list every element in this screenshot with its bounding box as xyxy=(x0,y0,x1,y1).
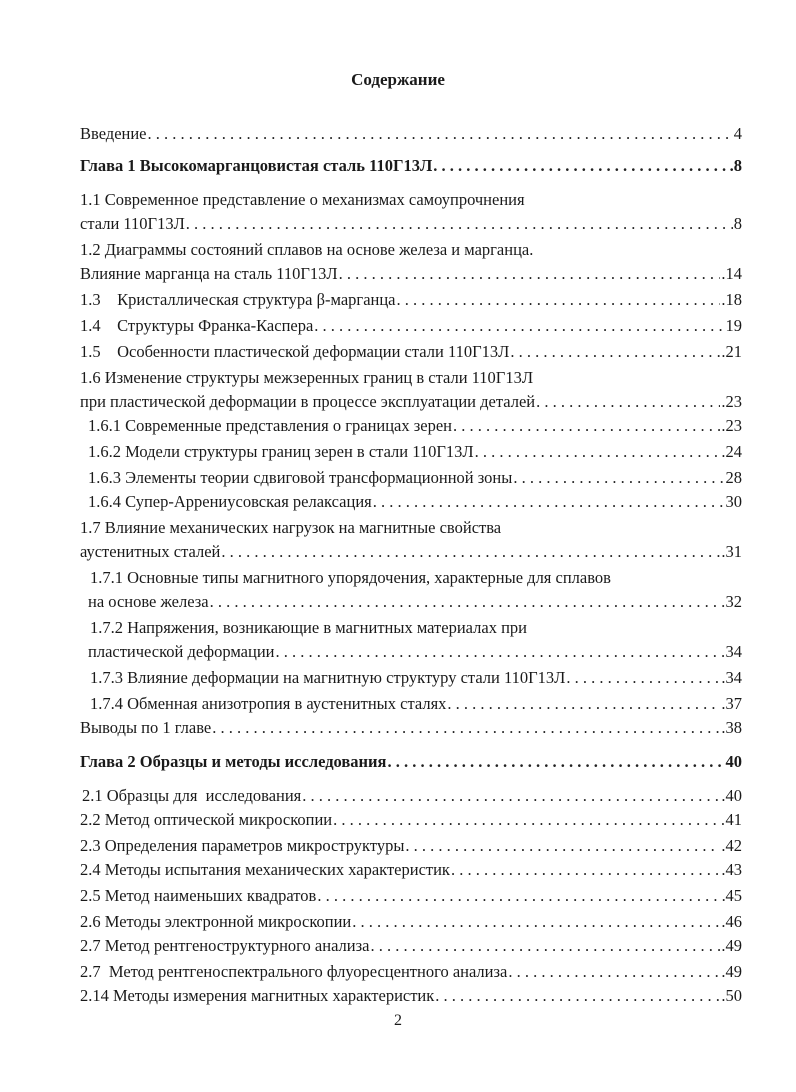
toc-entry-1-1-line1[interactable]: 1.1 Современное представление о механизмах самоупрочнения xyxy=(80,190,525,209)
toc-entry-2-6[interactable] xyxy=(80,910,742,934)
toc-entry-text: 2.7 Метод рентгеноструктурного анализа xyxy=(80,936,370,955)
toc-entry-text: пластической деформации xyxy=(88,642,275,661)
toc-entry-1-6-line1[interactable]: 1.6 Изменение структуры межзеренных границ в стали 110Г13Л xyxy=(80,368,534,387)
toc-entry-1-6[interactable] xyxy=(80,390,742,414)
dot-leader xyxy=(510,340,720,364)
toc-entry-text: Влияние марганца на сталь 110Г13Л xyxy=(80,264,338,283)
dot-leader xyxy=(276,640,725,664)
dot-leader xyxy=(210,590,725,614)
toc-entry-page: 30 xyxy=(725,492,742,511)
toc-entry-page: .31 xyxy=(721,542,742,561)
toc-entry-page: .43 xyxy=(721,860,742,879)
toc-entry-2-7b[interactable] xyxy=(80,960,742,984)
toc-entry-text: 1.3 Кристаллическая структура β-марганца xyxy=(80,290,396,309)
toc-entry-page: .24 xyxy=(721,442,742,461)
toc-entry-2-14[interactable] xyxy=(80,984,742,1008)
dot-leader xyxy=(221,540,720,564)
toc-entry-1-7-line1[interactable]: 1.7 Влияние механических нагрузок на магнитные свойства xyxy=(80,518,502,537)
dot-leader xyxy=(397,288,721,312)
toc-entry-1-4[interactable] xyxy=(80,314,742,338)
dot-leader xyxy=(302,784,720,808)
page-number: 2 xyxy=(394,1012,402,1029)
toc-entry-page: .37 xyxy=(721,694,742,713)
toc-entry-1-7[interactable] xyxy=(80,540,742,564)
toc-entry-text: Введение xyxy=(80,124,147,143)
dot-leader xyxy=(435,984,720,1008)
toc-entry-2-1[interactable] xyxy=(82,784,742,808)
toc-entry-1-5[interactable] xyxy=(80,340,742,364)
dot-leader xyxy=(373,490,725,514)
toc-entry-text: Выводы по 1 главе xyxy=(80,718,212,737)
dot-leader xyxy=(387,750,724,774)
dot-leader xyxy=(451,858,720,882)
toc-entry-text: 1.7.4 Обменная анизотропия в аустенитных сталях xyxy=(90,694,447,713)
toc-entry-text: 1.5 Особенности пластической деформации стали 110Г13Л xyxy=(80,342,510,361)
toc-entry-chapter-1[interactable] xyxy=(80,154,742,178)
toc-entry-page: .38 xyxy=(721,718,742,737)
toc-entry-text: аустенитных сталей xyxy=(80,542,221,561)
toc-entry-1-6-4[interactable] xyxy=(88,490,742,514)
toc-entry-text: 1.6.3 Элементы теории сдвиговой трансформационной зоны xyxy=(88,468,513,487)
toc-entry-1-7-2[interactable] xyxy=(88,640,742,664)
toc-entry-page: .18 xyxy=(721,290,742,309)
toc-entry-1-7-1[interactable] xyxy=(88,590,742,614)
toc-entry-1-7-1-line1[interactable]: 1.7.1 Основные типы магнитного упорядочения, характерные для сплавов xyxy=(90,568,611,587)
toc-entry-page: .23 xyxy=(721,392,742,411)
dot-leader xyxy=(339,262,721,286)
dot-leader xyxy=(508,960,720,984)
toc-entry-page: .46 xyxy=(721,912,742,931)
toc-entry-text: 2.6 Методы электронной микроскопии xyxy=(80,912,352,931)
toc-entry-page: 28 xyxy=(725,468,742,487)
toc-entry-1-7-4[interactable] xyxy=(90,692,742,716)
dot-leader xyxy=(566,666,720,690)
dot-leader xyxy=(405,834,720,858)
dot-leader xyxy=(453,414,720,438)
toc-entry-page: .49 xyxy=(721,962,742,981)
toc-entry-page: .50 xyxy=(721,986,742,1005)
toc-entry-page: 4 xyxy=(733,124,742,143)
toc-entry-page: .14 xyxy=(721,264,742,283)
toc-entry-text: Глава 2 Образцы и методы исследования xyxy=(80,752,387,771)
toc-entry-page: .8 xyxy=(729,156,742,175)
toc-entry-text: 1.6.4 Супер-Аррениусовская релаксация xyxy=(88,492,372,511)
dot-leader xyxy=(317,884,724,908)
toc-entry-page: 8 xyxy=(733,214,742,233)
page-title: Содержание xyxy=(351,70,445,89)
toc-entry-1-6-2[interactable] xyxy=(88,440,742,464)
toc-entry-conclusions-1[interactable] xyxy=(80,716,742,740)
dot-leader xyxy=(475,440,721,464)
toc-entry-text: 1.6.2 Модели структуры границ зерен в стали 110Г13Л xyxy=(88,442,474,461)
toc-entry-page: 45 xyxy=(725,886,742,905)
toc-entry-1-2[interactable] xyxy=(80,262,742,286)
toc-entry-chapter-2[interactable] xyxy=(80,750,742,774)
toc-entry-text: 2.4 Методы испытания механических характеристик xyxy=(80,860,450,879)
toc-entry-text: Глава 1 Высокомарганцовистая сталь 110Г13Л xyxy=(80,156,433,175)
toc-entry-1-3[interactable] xyxy=(80,288,742,312)
toc-entry-introduction[interactable] xyxy=(80,122,742,146)
toc-entry-text: 2.7 Метод рентгеноспектрального флуоресцентного анализа xyxy=(80,962,508,981)
toc-entry-text: 2.2 Метод оптической микроскопии xyxy=(80,810,333,829)
toc-entry-page: .40 xyxy=(721,786,742,805)
dot-leader xyxy=(447,692,720,716)
toc-entry-page: 19 xyxy=(725,316,742,335)
toc-entry-2-2[interactable] xyxy=(80,808,742,832)
dot-leader xyxy=(370,934,720,958)
toc-entry-text: 1.6.1 Современные представления о границах зерен xyxy=(88,416,452,435)
dot-leader xyxy=(536,390,720,414)
toc-entry-page: .49 xyxy=(721,936,742,955)
toc-entry-text: 2.3 Определения параметров микроструктуры xyxy=(80,836,405,855)
toc-entry-page: 41 xyxy=(725,810,742,829)
toc-entry-1-7-2-line1[interactable]: 1.7.2 Напряжения, возникающие в магнитных материалах при xyxy=(90,618,527,637)
toc-entry-page: .23 xyxy=(721,416,742,435)
dot-leader xyxy=(333,808,724,832)
toc-entry-text: стали 110Г13Л xyxy=(80,214,185,233)
toc-entry-page: 32 xyxy=(725,592,742,611)
toc-entry-text: 2.1 Образцы для исследования xyxy=(82,786,302,805)
toc-entry-1-6-3[interactable] xyxy=(88,466,742,490)
dot-leader xyxy=(212,716,720,740)
toc-entry-2-7a[interactable] xyxy=(80,934,742,958)
toc-entry-text: на основе железа xyxy=(88,592,209,611)
toc-entry-text: 1.7.3 Влияние деформации на магнитную структуру стали 110Г13Л xyxy=(90,668,566,687)
toc-entry-text: при пластической деформации в процессе эксплуатации деталей xyxy=(80,392,536,411)
toc-entry-page: .34 xyxy=(721,668,742,687)
dot-leader xyxy=(433,154,728,178)
toc-entry-text: 2.14 Методы измерения магнитных характеристик xyxy=(80,986,435,1005)
toc-entry-1-2-line1[interactable]: 1.2 Диаграммы состояний сплавов на основе железа и марганца. xyxy=(80,240,534,259)
dot-leader xyxy=(352,910,720,934)
dot-leader xyxy=(314,314,724,338)
toc-entry-2-4[interactable] xyxy=(80,858,742,882)
dot-leader xyxy=(513,466,724,490)
toc-entry-page: 34 xyxy=(725,642,742,661)
dot-leader xyxy=(148,122,733,146)
toc-entry-page: .21 xyxy=(721,342,742,361)
toc-entry-text: 2.5 Метод наименьших квадратов xyxy=(80,886,317,905)
toc-entry-page: 40 xyxy=(725,752,742,771)
toc-entry-2-5[interactable] xyxy=(80,884,742,908)
toc-entry-page: .42 xyxy=(721,836,742,855)
toc-entry-text: 1.4 Структуры Франка-Каспера xyxy=(80,316,314,335)
toc-entry-1-6-1[interactable] xyxy=(88,414,742,438)
toc-entry-1-1[interactable] xyxy=(80,212,742,236)
toc-entry-2-3[interactable] xyxy=(80,834,742,858)
toc-entry-1-7-3[interactable] xyxy=(90,666,742,690)
dot-leader xyxy=(186,212,733,236)
